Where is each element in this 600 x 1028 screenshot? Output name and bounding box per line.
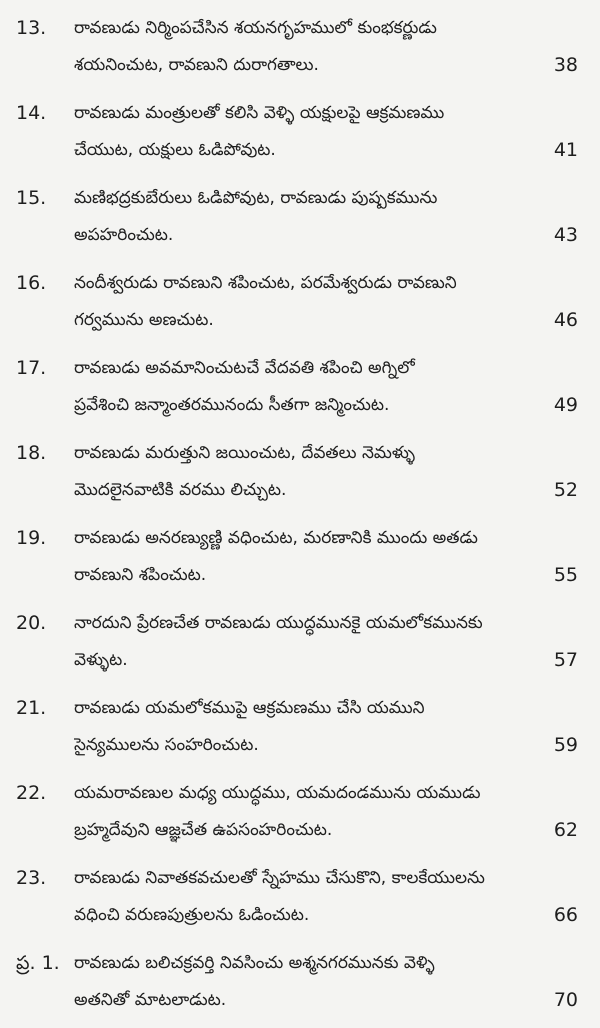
entry-title-line-1: రావణుడు నివాతకవచులతో స్నేహము చేసుకొని, కాలకేయులను	[74, 868, 485, 888]
entry-title-line-2: వధించి వరుణపుత్రులను ఓడించుట.	[74, 905, 310, 925]
entry-title-line-1: మణిభద్రకుబేరులు ఓడిపోవుట, రావణుడు పుష్పకమును	[74, 188, 438, 208]
toc-entry	[16, 93, 578, 178]
toc-entry	[16, 348, 578, 433]
entry-page-number: 70	[553, 989, 578, 1011]
toc-entry	[16, 858, 578, 943]
toc-entry	[16, 603, 578, 688]
entry-title-line-1: రావణుడు నిర్మింపచేసిన శయనగృహములో కుంభకర్ణుడు	[74, 18, 437, 38]
entry-number: ప్ర. 1.	[16, 952, 60, 974]
entry-title-line-1: రావణుడు మంత్రులతో కలిసి వెళ్ళి యక్షులపై ఆక్రమణము	[74, 103, 445, 123]
toc-entry	[16, 8, 578, 93]
entry-page-number: 55	[553, 564, 578, 586]
entry-page-number: 49	[553, 394, 578, 416]
entry-page-number: 57	[553, 649, 578, 671]
entry-title-line-1: రావణుడు అనరణ్యుణ్ణి వధించుట, మరణానికి ముందు అతడు	[74, 528, 478, 548]
entry-number: 21.	[16, 697, 47, 719]
entry-title-line-2: చేయుట, యక్షులు ఓడిపోవుట.	[74, 140, 276, 160]
entry-page-number: 66	[553, 904, 578, 926]
entry-title-line-1: రావణుడు యమలోకముపై ఆక్రమణము చేసి యముని	[74, 698, 425, 718]
entry-title-line-2: గర్వమును అణచుట.	[74, 310, 214, 330]
entry-title-line-2: సైన్యములను సంహరించుట.	[74, 735, 259, 755]
entry-number: 20.	[16, 612, 47, 634]
entry-title-line-2: రావణుని శపించుట.	[74, 565, 207, 585]
entry-title-line-2: ప్రవేశించి జన్మాంతరమునందు సీతగా జన్మించుట.	[74, 395, 390, 415]
entry-title-line-2: వెళ్ళుట.	[74, 650, 128, 670]
entry-number: 15.	[16, 187, 47, 209]
toc-entry	[16, 688, 578, 773]
entry-page-number: 41	[553, 139, 578, 161]
entry-title-line-2: బ్రహ్మదేవుని ఆజ్ఞచేత ఉపసంహరించుట.	[74, 820, 333, 840]
entry-number: 22.	[16, 782, 47, 804]
entry-number: 23.	[16, 867, 47, 889]
entry-page-number: 43	[553, 224, 578, 246]
entry-title-line-2: అపహరించుట.	[74, 225, 174, 245]
toc-entry	[16, 943, 578, 1028]
entry-number: 18.	[16, 442, 47, 464]
entry-page-number: 52	[553, 479, 578, 501]
entry-title-line-1: నందీశ్వరుడు రావణుని శపించుట, పరమేశ్వరుడు రావణుని	[74, 273, 457, 293]
entry-title-line-1: రావణుడు మరుత్తుని జయించుట, దేవతలు నెమళ్ళు	[74, 443, 415, 463]
entry-number: 13.	[16, 17, 47, 39]
toc-entry	[16, 773, 578, 858]
entry-number: 17.	[16, 357, 47, 379]
entry-page-number: 38	[553, 54, 578, 76]
entry-page-number: 62	[553, 819, 578, 841]
toc-entry	[16, 178, 578, 263]
entry-number: 14.	[16, 102, 47, 124]
entry-title-line-1: రావణుడు బలిచక్రవర్తి నివసించు అశ్మనగరమునకు వెళ్ళి	[74, 953, 435, 973]
toc-entry	[16, 518, 578, 603]
entry-page-number: 46	[553, 309, 578, 331]
toc-entry	[16, 263, 578, 348]
entry-number: 16.	[16, 272, 47, 294]
entry-title-line-2: అతనితో మాటలాడుట.	[74, 990, 227, 1010]
entry-title-line-2: మొదలైనవాటికి వరము లిచ్చుట.	[74, 480, 287, 500]
entry-title-line-1: నారదుని ప్రేరణచేత రావణుడు యుద్ధమునకై యమలోకమునకు	[74, 613, 483, 633]
entry-title-line-2: శయనించుట, రావణుని దురాగతాలు.	[74, 55, 319, 75]
entry-number: 19.	[16, 527, 47, 549]
entry-title-line-1: యమరావణుల మధ్య యుద్ధము, యమదండమును యముడు	[74, 783, 481, 803]
entry-page-number: 59	[553, 734, 578, 756]
toc-entry	[16, 433, 578, 518]
entry-title-line-1: రావణుడు అవమానించుటచే వేదవతి శపించి అగ్నిలో	[74, 358, 415, 378]
